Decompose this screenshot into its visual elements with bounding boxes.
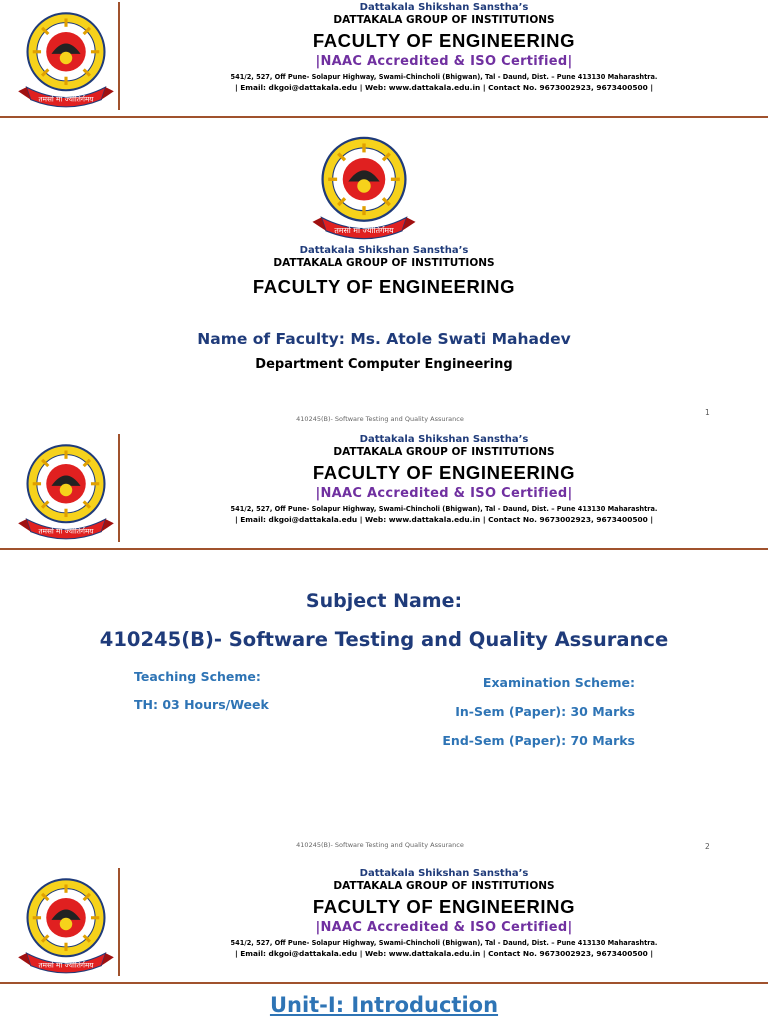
sanstha-name: Dattakala Shikshan Sanstha’s: [299, 245, 469, 256]
letterhead-text: [120, 866, 768, 959]
address-line: 541/2, 527, Off Pune- Solapur Highway, Swami-Chincholi (Bhigwan), Tal - Daund, Dist. – Pune 413130 Maharashtra.: [230, 73, 658, 81]
header-divider-horizontal: [0, 548, 768, 550]
group-name: DATTAKALA GROUP OF INSTITUTIONS: [273, 257, 495, 269]
exam-scheme-label: Examination Scheme:: [482, 675, 635, 690]
slide1-institution: [0, 244, 768, 298]
subject-title: 410245(B)- Software Testing and Quality Assurance: [99, 628, 669, 651]
slide-footer: 410245(B)- Software Testing and Quality Assurance: [296, 841, 464, 849]
letterhead-text: [120, 0, 768, 93]
contact-line: | Email: dkgoi@dattakala.edu | Web: www.dattakala.edu.in | Contact No. 9673002923, 9673400500 |: [234, 949, 654, 958]
faculty-heading: FACULTY OF ENGINEERING: [312, 896, 576, 917]
college-logo-large: [302, 130, 426, 242]
college-logo-image: [14, 6, 118, 110]
department-name: Department Computer Engineering: [255, 357, 513, 372]
letterhead-1: [0, 0, 768, 118]
letterhead-2: [0, 432, 768, 550]
college-logo-image: [14, 872, 118, 976]
in-sem-marks: In-Sem (Paper): 30 Marks: [455, 704, 635, 719]
subject-label: Subject Name:: [305, 590, 463, 612]
teaching-scheme-label: Teaching Scheme:: [134, 669, 261, 684]
sanstha-name: Dattakala Shikshan Sanstha’s: [359, 2, 529, 13]
svg-text:तमसो मा ज्योतिर्गमय: तमसो मा ज्योतिर्गमय: [38, 94, 94, 104]
group-name: DATTAKALA GROUP OF INSTITUTIONS: [333, 880, 555, 892]
end-sem-marks: End-Sem (Paper): 70 Marks: [442, 733, 635, 748]
college-logo-image: [14, 438, 118, 542]
college-logo: [14, 438, 118, 542]
header-divider-horizontal: [0, 116, 768, 118]
page-number: 1: [705, 408, 710, 417]
accreditation-line: |NAAC Accredited & ISO Certified|: [315, 54, 573, 69]
sanstha-name: Dattakala Shikshan Sanstha’s: [359, 868, 529, 879]
address-line: 541/2, 527, Off Pune- Solapur Highway, Swami-Chincholi (Bhigwan), Tal - Daund, Dist. – Pune 413130 Maharashtra.: [230, 939, 658, 947]
svg-text:तमसो मा ज्योतिर्गमय: तमसो मा ज्योतिर्गमय: [334, 226, 394, 236]
svg-text:तमसो मा ज्योतिर्गमय: तमसो मा ज्योतिर्गमय: [38, 526, 94, 536]
teaching-hours: TH: 03 Hours/Week: [134, 697, 269, 712]
slide-footer: 410245(B)- Software Testing and Quality Assurance: [296, 415, 464, 423]
faculty-heading: FACULTY OF ENGINEERING: [312, 462, 576, 483]
sanstha-name: Dattakala Shikshan Sanstha’s: [359, 434, 529, 445]
faculty-heading: FACULTY OF ENGINEERING: [252, 276, 516, 297]
svg-text:तमसो मा ज्योतिर्गमय: तमसो मा ज्योतिर्गमय: [38, 960, 94, 970]
address-line: 541/2, 527, Off Pune- Solapur Highway, Swami-Chincholi (Bhigwan), Tal - Daund, Dist. – Pune 413130 Maharashtra.: [230, 505, 658, 513]
accreditation-line: |NAAC Accredited & ISO Certified|: [315, 486, 573, 501]
faculty-name: Name of Faculty: Ms. Atole Swati Mahadev: [197, 330, 571, 348]
faculty-heading: FACULTY OF ENGINEERING: [312, 30, 576, 51]
contact-line: | Email: dkgoi@dattakala.edu | Web: www.dattakala.edu.in | Contact No. 9673002923, 9673400500 |: [234, 83, 654, 92]
college-logo: [14, 6, 118, 110]
group-name: DATTAKALA GROUP OF INSTITUTIONS: [333, 446, 555, 458]
letterhead-3: [0, 866, 768, 984]
page-number: 2: [705, 842, 710, 851]
college-logo: [14, 872, 118, 976]
letterhead-text: [120, 432, 768, 525]
college-logo-image: [302, 130, 426, 242]
header-divider-horizontal: [0, 982, 768, 984]
contact-line: | Email: dkgoi@dattakala.edu | Web: www.dattakala.edu.in | Contact No. 9673002923, 9673400500 |: [234, 515, 654, 524]
group-name: DATTAKALA GROUP OF INSTITUTIONS: [333, 14, 555, 26]
unit-title: Unit-I: Introduction: [269, 993, 499, 1017]
accreditation-line: |NAAC Accredited & ISO Certified|: [315, 920, 573, 935]
